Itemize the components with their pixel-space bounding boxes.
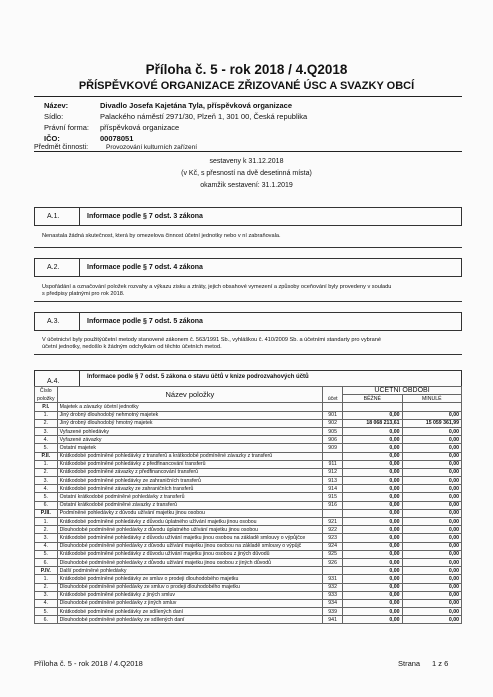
row-account: 922 [323, 526, 343, 534]
row-number: 4. [35, 485, 58, 493]
document-subtitle: PŘÍSPĚVKOVÉ ORGANIZACE ZŘIZOVANÉ ÚSC A SVAZKY OBCÍ [78, 80, 415, 92]
name-label: Název: [44, 101, 69, 110]
row-name: Podmíněné pohledávky z důvodu užívání majetku jinou osobou [57, 509, 323, 517]
row-previous-value: 0,00 [402, 591, 461, 599]
col-account-header: účet [323, 387, 343, 403]
row-current-value: 0,00 [343, 558, 402, 566]
col-period-header: ÚČETNÍ OBDOBÍ [343, 387, 462, 395]
row-current-value [343, 403, 402, 411]
row-account: 912 [323, 468, 343, 476]
section-a3-header [34, 312, 462, 331]
table-row [35, 550, 462, 558]
row-number: 6. [35, 616, 58, 624]
row-name: Vyřazené pohledávky [57, 427, 323, 435]
row-number: 1. [35, 460, 58, 468]
row-previous-value: 0,00 [402, 501, 461, 509]
row-current-value: 0,00 [343, 452, 402, 460]
row-previous-value: 0,00 [402, 558, 461, 566]
activity-value: Provozování kulturních zařízení [106, 144, 198, 151]
table-row [35, 616, 462, 624]
row-name: Krátkodobé podmíněné pohledávky ze smluv o prodeji dlouhodobého majetku [57, 575, 323, 583]
row-current-value: 0,00 [343, 460, 402, 468]
row-number: 4. [35, 436, 58, 444]
row-number: 4. [35, 542, 58, 550]
table-row [35, 567, 462, 575]
row-number: 6. [35, 558, 58, 566]
row-name: Krátkodobé podmíněné pohledávky z důvodu úplatného užívání majetku jinou osobou [57, 518, 323, 526]
row-name: Krátkodobé podmíněné pohledávky z důvodu užívání majetku jinou osobou na základě smlouvy o výpůjčce [57, 534, 323, 542]
row-account: 909 [323, 444, 343, 452]
col-number-header: Číslo [35, 387, 58, 395]
row-number: 1. [35, 411, 58, 419]
table-row [35, 599, 462, 607]
row-previous-value: 0,00 [402, 608, 461, 616]
footer-page-label: Strana [398, 659, 421, 668]
row-current-value: 0,00 [343, 575, 402, 583]
row-number: 3. [35, 534, 58, 542]
row-name: Jiný drobný dlouhodobý hmotný majetek [57, 419, 323, 427]
row-name: Dlouhodobé podmíněné pohledávky z jiných smluv [57, 599, 323, 607]
row-previous-value: 0,00 [402, 468, 461, 476]
row-account: 932 [323, 583, 343, 591]
table-row [35, 452, 462, 460]
row-previous-value: 0,00 [402, 518, 461, 526]
row-previous-value: 0,00 [402, 509, 461, 517]
table-row [35, 518, 462, 526]
row-name: Jiný drobný dlouhodobý nehmotný majetek [57, 411, 323, 419]
row-name: Krátkodobé podmíněné závazky ze zahraničních transferů [57, 485, 323, 493]
section-text-line: s předpisy platnými pro rok 2018. [42, 291, 125, 297]
organization-header [34, 96, 462, 152]
section-a3-text [34, 337, 462, 355]
row-previous-value: 0,00 [402, 452, 461, 460]
row-previous-value: 0,00 [402, 411, 461, 419]
row-current-value: 0,00 [343, 616, 402, 624]
row-current-value: 0,00 [343, 485, 402, 493]
row-previous-value: 15 059 361,99 [402, 419, 461, 427]
row-name: Dlouhodobé podmíněné pohledávky z důvodu úplatného užívání majetku jinou osobou [57, 526, 323, 534]
units-note: (v Kč, s přesností na dvě desetinná místa) [181, 170, 312, 177]
row-name: Krátkodobé podmíněné pohledávky ze zahraničních transferů [57, 477, 323, 485]
col-current-header: BĚŽNÉ [343, 395, 402, 403]
table-row [35, 509, 462, 517]
row-name: Krátkodobé podmíněné pohledávky z předfinancování transferů [57, 460, 323, 468]
row-number: 3. [35, 477, 58, 485]
section-text-line: Nenastala žádná skutečnost, která by omezelova činnost účetní jednotky nebo v ní zabraňovala. [42, 233, 281, 239]
col-items-header: položky [35, 395, 58, 403]
row-number: P.IV. [35, 567, 58, 575]
row-previous-value: 0,00 [402, 444, 461, 452]
row-account: 901 [323, 411, 343, 419]
row-account [323, 509, 343, 517]
row-account: 924 [323, 542, 343, 550]
row-current-value: 0,00 [343, 599, 402, 607]
section-text-line: V účetnictví byly použitýúčetní metody stanovené zákonem č. 563/1991 Sb., vyhláškou č. 410/2009 Sb. a účetními standarty pro vybrané [42, 337, 381, 343]
row-previous-value: 0,00 [402, 583, 461, 591]
section-a1-header [34, 207, 462, 226]
table-row [35, 542, 462, 550]
row-account: 934 [323, 599, 343, 607]
table-row [35, 427, 462, 435]
row-account: 933 [323, 591, 343, 599]
compiled-date: sestaveny k 31.12.2018 [209, 158, 284, 165]
row-name: Majetek a závazky účetní jednotky [57, 403, 323, 411]
table-row [35, 485, 462, 493]
row-number: 1. [35, 575, 58, 583]
row-name: Krátkodobé podmíněné pohledávky z důvodu užívání majetku jinou osobou z jiných důvodů [57, 550, 323, 558]
row-account: 923 [323, 534, 343, 542]
row-name: Dlouhodobé podmíněné pohledávky z důvodu užívání majetku jinou osobou na základě smlouvy o výpůjč [57, 542, 323, 550]
row-account: 914 [323, 485, 343, 493]
row-current-value: 0,00 [343, 411, 402, 419]
row-previous-value: 0,00 [402, 485, 461, 493]
section-title: Informace podle § 7 odst. 5 zákona o stavu účtů v knize podrozvahových účtů [87, 374, 309, 380]
row-number: 2. [35, 583, 58, 591]
row-account: 915 [323, 493, 343, 501]
section-text-line: účetní jednotky, nedošlo k žádným odchylkám od těchto účetních metod. [42, 344, 222, 350]
row-account: 911 [323, 460, 343, 468]
row-current-value: 0,00 [343, 567, 402, 575]
row-current-value: 0,00 [343, 477, 402, 485]
row-name: Vyřazené závazky [57, 436, 323, 444]
col-name-header: Název položky [57, 387, 323, 403]
section-a2-header [34, 258, 462, 277]
row-previous-value: 0,00 [402, 477, 461, 485]
row-number: 2. [35, 468, 58, 476]
row-name: Krátkodobé podmíněné pohledávky z transferů a krátkodobé podmíněné závazky z transferů [57, 452, 323, 460]
row-name: Krátkodobé podmíněné pohledávky ze sdílených daní [57, 608, 323, 616]
section-a1-text [34, 233, 462, 248]
row-account [323, 567, 343, 575]
row-number: P.I. [35, 403, 58, 411]
seat-label: Sídlo: [44, 112, 64, 121]
section-code: A.4. [35, 371, 80, 387]
legal-form-value: příspěvková organizace [100, 123, 180, 132]
document-title: Příloha č. 5 - rok 2018 / 4.Q2018 [145, 62, 348, 77]
row-name: Krátkodobé podmíněné pohledávky z jiných smluv [57, 591, 323, 599]
row-previous-value: 0,00 [402, 599, 461, 607]
table-row [35, 501, 462, 509]
compilation-moment: okamžik sestavení: 31.1.2019 [200, 182, 293, 189]
row-current-value: 0,00 [343, 444, 402, 452]
col-previous-header: MINULÉ [402, 395, 461, 403]
row-name: Ostatní krátkodobé podmíněné závazky z transferů [57, 501, 323, 509]
row-account: 916 [323, 501, 343, 509]
section-title: Informace podle § 7 odst. 5 zákona [87, 318, 203, 325]
row-current-value: 0,00 [343, 526, 402, 534]
footer-page-number: 1 z 6 [432, 659, 449, 668]
row-previous-value: 0,00 [402, 534, 461, 542]
table-row [35, 608, 462, 616]
row-name: Další podmíněné pohledávky [57, 567, 323, 575]
row-account: 906 [323, 436, 343, 444]
row-account: 902 [323, 419, 343, 427]
row-number: P.III. [35, 509, 58, 517]
row-name: Dlouhodobé podmíněné pohledávky ze sdílených daní [57, 616, 323, 624]
row-previous-value: 0,00 [402, 493, 461, 501]
footer-left: Příloha č. 5 - rok 2018 / 4.Q2018 [34, 659, 143, 668]
row-current-value: 0,00 [343, 608, 402, 616]
row-number: P.II. [35, 452, 58, 460]
row-number: 5. [35, 608, 58, 616]
row-account [323, 403, 343, 411]
row-number: 3. [35, 427, 58, 435]
row-number: 5. [35, 550, 58, 558]
off-balance-table [34, 386, 462, 624]
row-previous-value: 0,00 [402, 567, 461, 575]
row-account: 926 [323, 558, 343, 566]
row-current-value: 0,00 [343, 518, 402, 526]
row-previous-value [402, 403, 461, 411]
row-current-value: 0,00 [343, 534, 402, 542]
row-account: 913 [323, 477, 343, 485]
row-current-value: 0,00 [343, 509, 402, 517]
row-account [323, 452, 343, 460]
row-previous-value: 0,00 [402, 436, 461, 444]
row-number: 6. [35, 501, 58, 509]
section-code: A.2. [35, 259, 80, 276]
table-row [35, 468, 462, 476]
ico-value: 00078051 [100, 134, 134, 143]
table-row [35, 444, 462, 452]
row-previous-value: 0,00 [402, 427, 461, 435]
row-number: 5. [35, 493, 58, 501]
table-row [35, 411, 462, 419]
row-name: Ostatní krátkodobé podmíněné pohledávky z transferů [57, 493, 323, 501]
row-current-value: 0,00 [343, 550, 402, 558]
row-current-value: 0,00 [343, 436, 402, 444]
row-number: 2. [35, 419, 58, 427]
row-current-value: 0,00 [343, 501, 402, 509]
row-current-value: 0,00 [343, 493, 402, 501]
row-previous-value: 0,00 [402, 616, 461, 624]
table-row [35, 460, 462, 468]
section-title: Informace podle § 7 odst. 4 zákona [87, 264, 203, 271]
row-name: Krátkodobé podmíněné závazky z předfinancování transferů [57, 468, 323, 476]
table-row [35, 591, 462, 599]
section-title: Informace podle § 7 odst. 3 zákona [87, 213, 203, 220]
table-row [35, 436, 462, 444]
row-current-value: 0,00 [343, 542, 402, 550]
row-account: 905 [323, 427, 343, 435]
row-account: 931 [323, 575, 343, 583]
section-text-line: Uspořádání a označování položek rozvahy a výkazu zisku a ztráty, jejich obsahové vymezení a způsoby oceňování byly provedeny v souladu [42, 284, 392, 290]
row-account: 941 [323, 616, 343, 624]
row-number: 3. [35, 591, 58, 599]
row-number: 1. [35, 518, 58, 526]
table-row [35, 403, 462, 411]
row-previous-value: 0,00 [402, 526, 461, 534]
ico-label: IČO: [44, 134, 60, 143]
row-account: 925 [323, 550, 343, 558]
table-row [35, 534, 462, 542]
row-number: 5. [35, 444, 58, 452]
table-row [35, 419, 462, 427]
section-code: A.1. [35, 208, 80, 225]
activity-label: Předmět činnosti: [34, 144, 89, 151]
row-name: Ostatní majetek [57, 444, 323, 452]
row-previous-value: 0,00 [402, 460, 461, 468]
name-value: Divadlo Josefa Kajetána Tyla, příspěvková organizace [100, 101, 293, 110]
row-current-value: 0,00 [343, 583, 402, 591]
row-account: 921 [323, 518, 343, 526]
table-row [35, 575, 462, 583]
row-previous-value: 0,00 [402, 575, 461, 583]
row-current-value: 18 068 213,61 [343, 419, 402, 427]
row-previous-value: 0,00 [402, 550, 461, 558]
row-previous-value: 0,00 [402, 542, 461, 550]
section-a2-text [34, 284, 462, 302]
table-row [35, 526, 462, 534]
table-row [35, 493, 462, 501]
row-current-value: 0,00 [343, 427, 402, 435]
row-number: 4. [35, 599, 58, 607]
table-row [35, 477, 462, 485]
table-row [35, 558, 462, 566]
row-current-value: 0,00 [343, 591, 402, 599]
row-account: 939 [323, 608, 343, 616]
seat-value: Palackého náměstí 2971/30, Plzeň 1, 301 00, Česká republika [100, 112, 308, 121]
row-name: Dlouhodobé podmíněné pohledávky ze smluv o prodeji dlouhodobého majetku [57, 583, 323, 591]
section-a4-header [34, 370, 462, 387]
table-row [35, 583, 462, 591]
section-code: A.3. [35, 313, 80, 330]
row-number: 2. [35, 526, 58, 534]
row-name: Dlouhodobé podmíněné pohledávky z důvodu užívání majetku jinou osobou z jiných důvodů [57, 558, 323, 566]
row-current-value: 0,00 [343, 468, 402, 476]
legal-form-label: Právní forma: [44, 123, 90, 132]
